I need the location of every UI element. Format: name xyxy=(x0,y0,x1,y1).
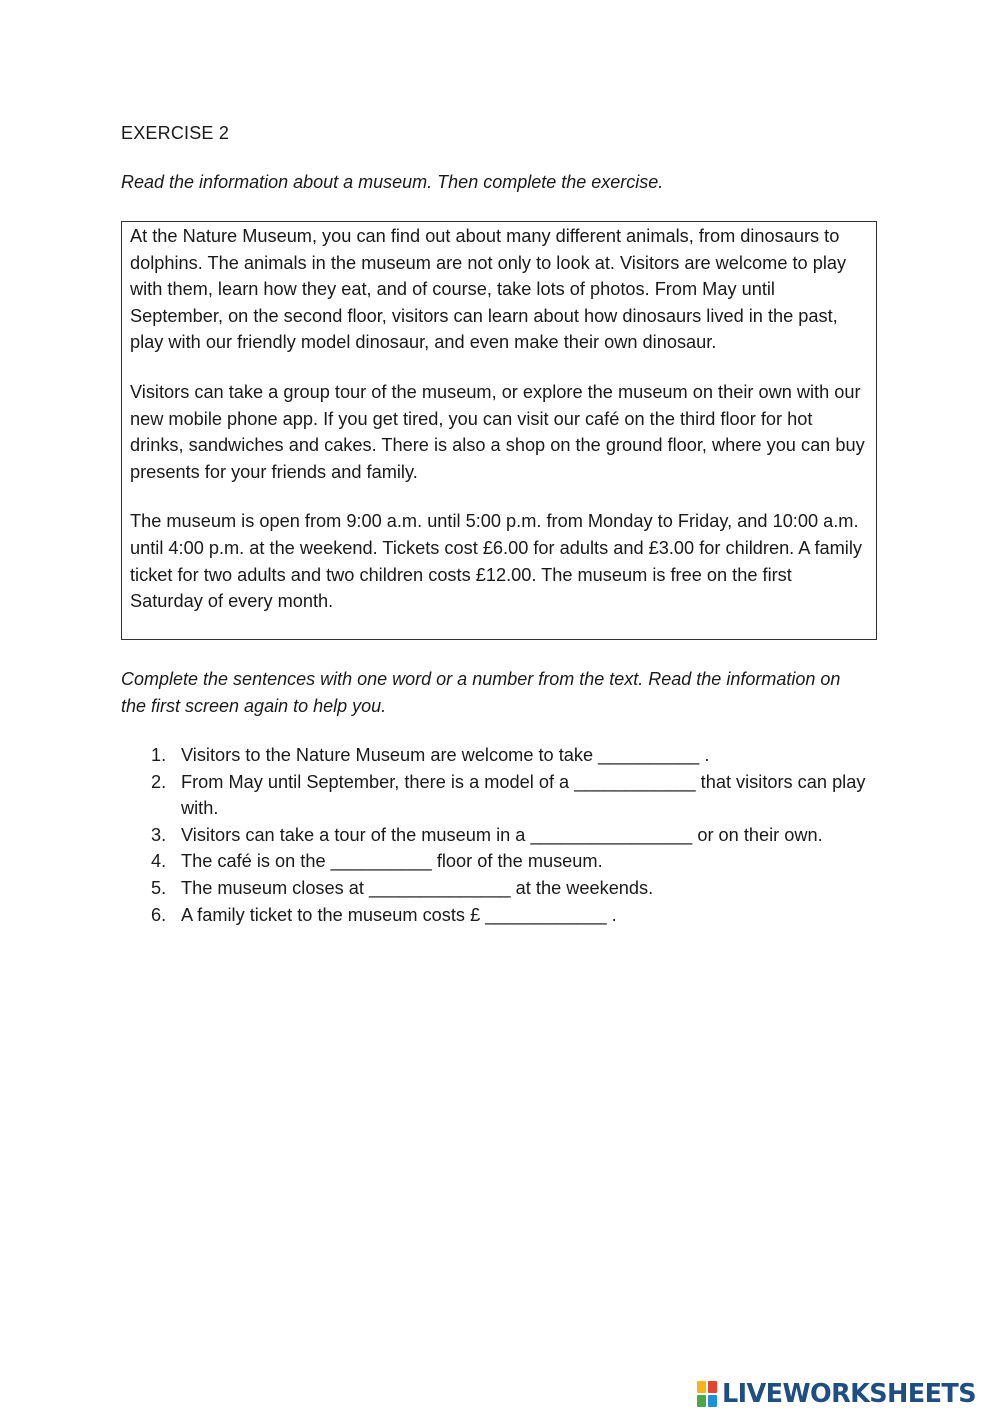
question-text: Visitors to the Nature Museum are welcome to take __________ . xyxy=(181,745,710,765)
liveworksheets-logo xyxy=(697,1376,976,1412)
question-number: 6. xyxy=(151,904,167,925)
passage-paragraph-3: The museum is open from 9:00 a.m. until 5:00 p.m. from Monday to Friday, and 10:00 a.m. until 4:00 p.m. at the weekend. Tickets cost £6.00 for adults and £3.00 for children. A family ticket for two adults and two children costs £12.00. The museum is free on the first Saturday of every month. xyxy=(130,511,862,612)
question-number: 5. xyxy=(151,877,167,898)
question-number: 3. xyxy=(151,824,167,845)
question-text: A family ticket to the museum costs £ ____________ . xyxy=(181,904,617,925)
logo-text: LIVEWORKSHEETS xyxy=(722,1379,976,1409)
museum-information-box xyxy=(121,221,877,640)
reading-instruction: Read the information about a museum. Then complete the exercise. xyxy=(121,172,664,192)
exercise-title: EXERCISE 2 xyxy=(121,123,230,143)
logo-block xyxy=(708,1395,717,1407)
question-item-1 xyxy=(121,742,871,769)
question-text: The café is on the __________ floor of the museum. xyxy=(181,851,603,872)
question-number: 4. xyxy=(151,851,167,872)
question-number: 2. xyxy=(151,771,167,792)
passage-paragraph-1: At the Nature Museum, you can find out about many different animals, from dinosaurs to dolphins. The animals in the museum are not only to look at. Visitors are welcome to play with them, learn how they eat, and of course, take lots of photos. From May until September, on the second floor, visitors can learn about how dinosaurs lived in the past, play with our friendly model dinosaur, and even make their own dinosaur. xyxy=(130,226,847,353)
question-text: Visitors can take a tour of the museum in a ________________ or on their own. xyxy=(181,824,823,845)
liveworksheets-logo-icon xyxy=(697,1381,717,1407)
question-text: The museum closes at ______________ at the weekends. xyxy=(181,877,654,898)
logo-block xyxy=(708,1381,717,1393)
question-number: 1. xyxy=(151,745,167,765)
question-item-2 xyxy=(121,769,871,822)
logo-block xyxy=(697,1381,706,1393)
exercise-instruction: Complete the sentences with one word or a number from the text. Read the information on the first screen again to help you. xyxy=(121,669,841,716)
question-list xyxy=(121,742,871,928)
question-item-5 xyxy=(121,875,871,902)
logo-block xyxy=(697,1395,706,1407)
passage-paragraph-2: Visitors can take a group tour of the museum, or explore the museum on their own with our new mobile phone app. If you get tired, you can visit our café on the third floor for hot drinks, sandwiches and cakes. There is also a shop on the ground floor, where you can buy presents for your friends and family. xyxy=(130,381,865,482)
question-item-6 xyxy=(121,902,871,929)
question-item-3 xyxy=(121,822,871,849)
question-text: From May until September, there is a model of a ____________ that visitors can play with. xyxy=(181,771,866,819)
question-item-4 xyxy=(121,848,871,875)
